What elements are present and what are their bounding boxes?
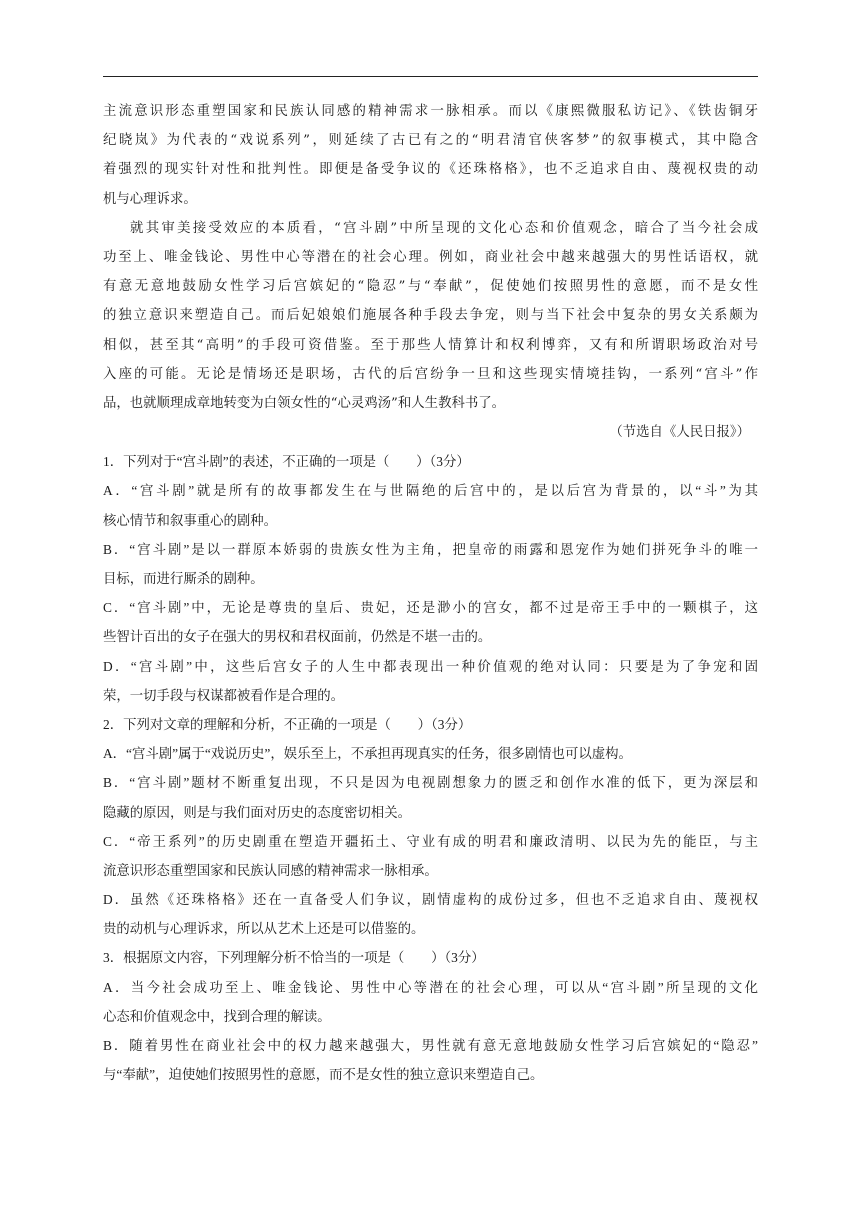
passage-line: 着强烈的现实针对性和批判性。即便是备受争议的《还珠格格》，也不乏追求自由、蔑视权贵的动 [103,162,758,178]
option-a-line: A．当今社会成功至上、唯金钱论、男性中心等潜在的社会心理，可以从“宫斗剧”所呈现的文化 [103,979,758,995]
passage-line: 相似，甚至其“高明”的手段可资借鉴。至于那些人情算计和权利博弈，又有和所谓职场政治对号 [103,337,758,353]
passage-line: 功至上、唯金钱论、男性中心等潜在的社会心理。例如，商业社会中越来越强大的男性话语权，就 [103,249,758,265]
passage-line: 纪晓岚》为代表的“戏说系列”，则延续了古已有之的“明君清官侠客梦”的叙事模式，其中隐含 [103,133,758,149]
option-d-line: D．“宫斗剧”中，这些后宫女子的人生中都表现出一种价值观的绝对认同：只要是为了争宠和固 [103,658,758,674]
option-c-line: C．“帝王系列”的历史剧重在塑造开疆拓土、守业有成的明君和廉政清明、以民为先的能臣，与主 [103,833,758,849]
passage-line: 品，也就顺理成章地转变为白领女性的“心灵鸡汤”和人生教科书了。 [103,395,506,411]
option-c-line: 流意识形态重塑国家和民族认同感的精神需求一脉相承。 [103,862,438,878]
passage-line: 就其审美接受效应的本质看，“宫斗剧”中所呈现的文化心态和价值观念，暗合了当今社会成 [130,220,758,236]
option-a-line: 心态和价值观念中，找到合理的解读。 [103,1008,331,1024]
passage-source: （节选自《人民日报》） [609,425,750,441]
passage-line: 有意无意地鼓励女性学习后宫嫔妃的“隐忍”与“奉献”，促使她们按照男性的意愿，而不是女性 [103,279,758,295]
option-a-line: A．“宫斗剧”属于“戏说历史”，娱乐至上，不承担再现真实的任务，很多剧情也可以虚构。 [103,746,632,762]
exam-page-content [103,97,758,1089]
option-d-line: 贵的动机与心理诉求，所以从艺术上还是可以借鉴的。 [103,921,425,937]
passage-paragraph-1 [103,97,758,214]
option-b-line: B．“宫斗剧”是以一群原本娇弱的贵族女性为主角，把皇帝的雨露和恩宠作为她们拼死争斗的唯一 [103,541,758,557]
option-b-line: 隐藏的原因，则是与我们面对历史的态度密切相关。 [103,804,411,820]
option-c-line: 些智计百出的女子在强大的男权和君权面前，仍然是不堪一击的。 [103,629,492,645]
passage-line: 入座的可能。无论是情场还是职场，古代的后宫纷争一旦和这些现实情境挂钩，一系列“宫斗”作 [103,366,758,382]
option-d-line: 荣，一切手段与权谋都被看作是合理的。 [103,687,345,703]
option-a-line: A．“宫斗剧”就是所有的故事都发生在与世隔绝的后宫中的，是以后宫为背景的，以“斗”为其 [103,483,758,499]
option-b-line: 目标，而进行厮杀的剧种。 [103,571,264,586]
question-stem: 2．下列对文章的理解和分析，不正确的一项是（ ）（3分） [103,716,472,732]
option-c-line: C．“宫斗剧”中，无论是尊贵的皇后、贵妃，还是渺小的宫女，都不过是帝王手中的一颗棋子，这 [103,600,758,616]
header-rule [103,76,758,77]
question-2 [103,710,758,944]
passage-paragraph-2 [103,214,758,418]
question-3 [103,943,758,1089]
passage-line: 主流意识形态重塑国家和民族认同感的精神需求一脉相承。而以《康熙微服私访记》、《铁齿铜牙 [103,104,758,119]
option-b-line: 与“奉献”，迫使她们按照男性的意愿，而不是女性的独立意识来塑造自己。 [103,1067,544,1083]
option-b-line: B．随着男性在商业社会中的权力越来越强大，男性就有意无意地鼓励女性学习后宫嫔妃的“隐忍” [103,1038,758,1053]
passage-line: 的独立意识来塑造自己。而后妃娘娘们施展各种手段去争宠，则与当下社会中复杂的男女关系颇为 [103,308,758,324]
question-1 [103,447,758,710]
option-d-line: D．虽然《还珠格格》还在一直备受人们争议，剧情虚构的成份过多，但也不乏追求自由、蔑视权 [103,892,758,908]
question-stem: 1．下列对于“宫斗剧”的表述，不正确的一项是（ ）（3分） [103,454,470,470]
option-b-line: B．“宫斗剧”题材不断重复出现，不只是因为电视剧想象力的匮乏和创作水准的低下，更为深层和 [103,775,758,791]
question-stem: 3．根据原文内容，下列理解分析不恰当的一项是（ ）（3分） [103,950,485,966]
option-a-line: 核心情节和叙事重心的剧种。 [103,512,278,528]
passage-line: 机与心理诉求。 [103,191,197,207]
